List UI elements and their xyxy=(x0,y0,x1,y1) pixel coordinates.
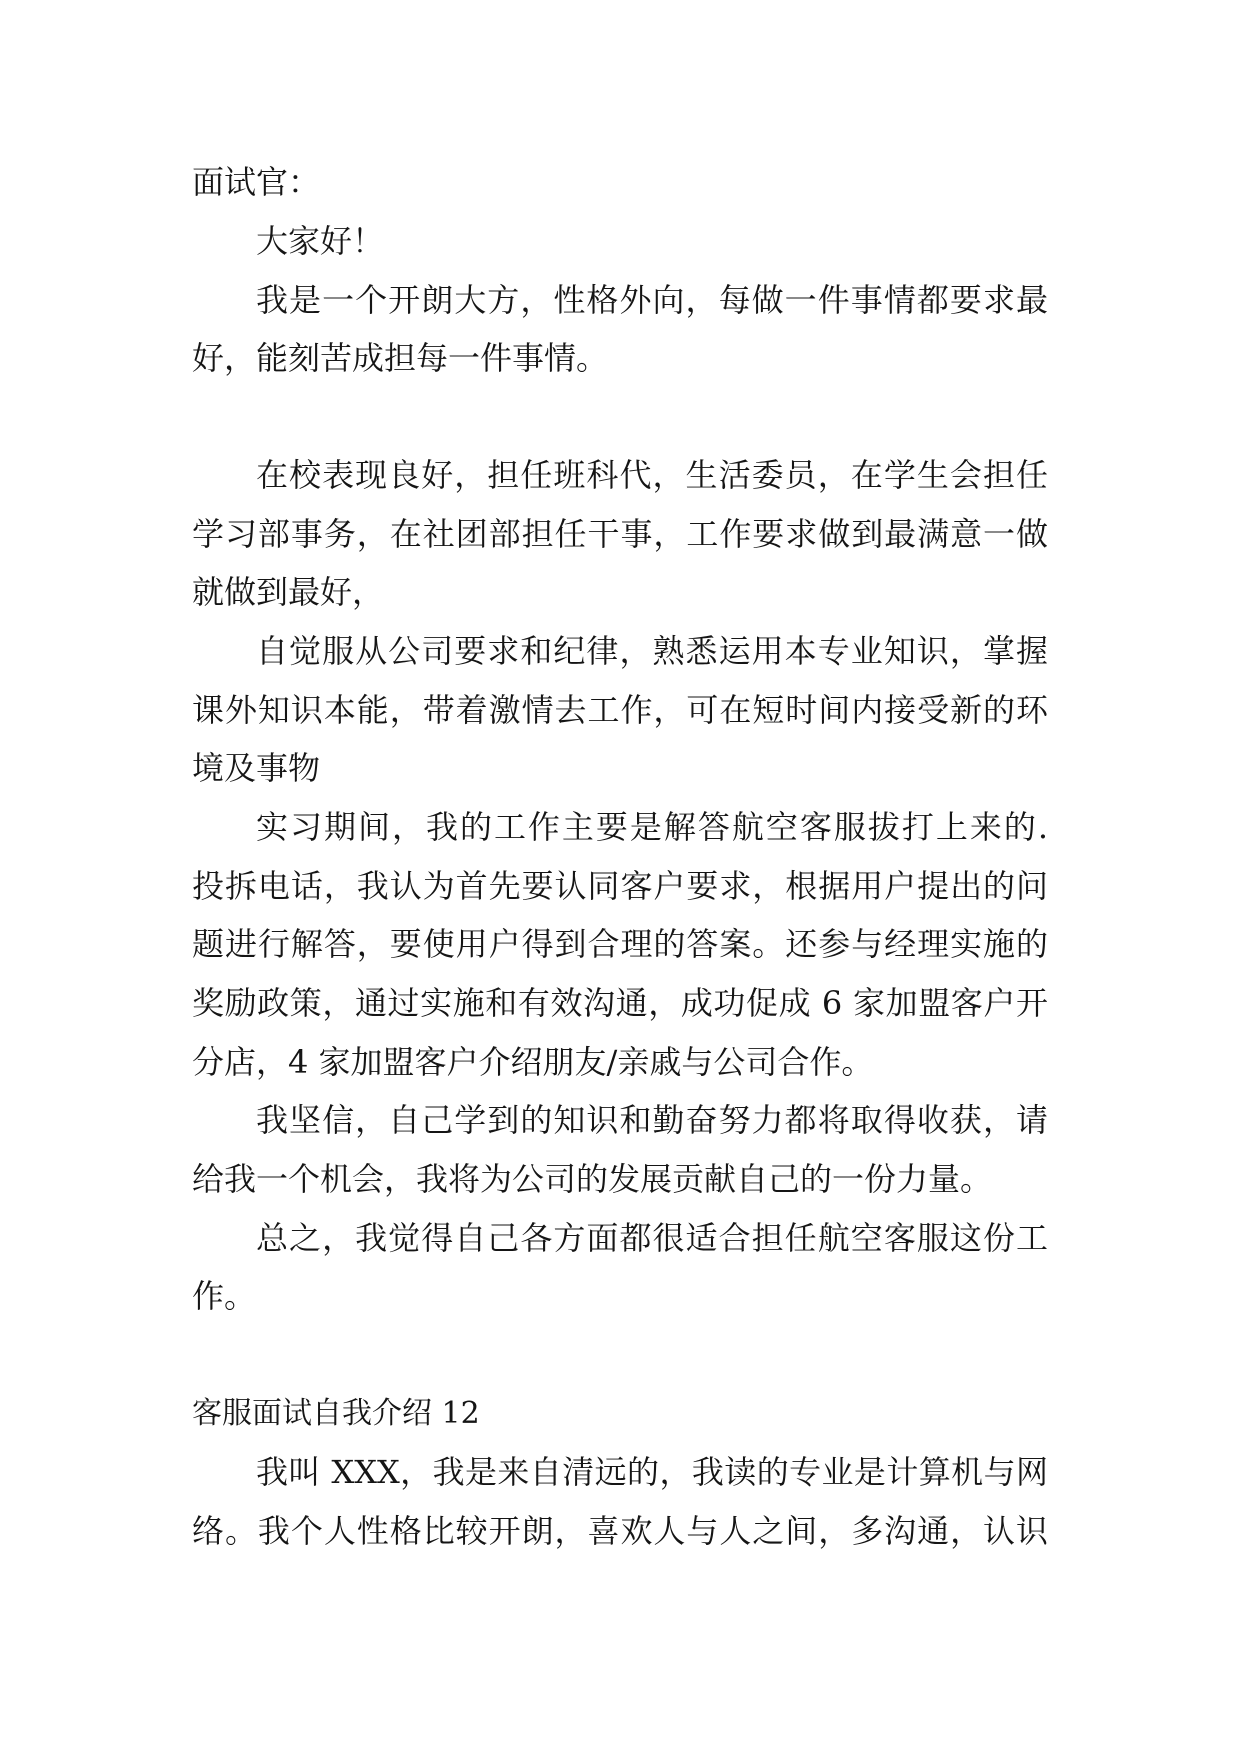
paragraph-line: 课外知识本能，带着激情去工作，可在短时间内接受新的环 xyxy=(192,691,1048,729)
paragraph-line: 我叫 XXX，我是来自清远的，我读的专业是计算机与网 xyxy=(256,1453,1048,1491)
paragraph-line: 投拆电话，我认为首先要认同客户要求，根据用户提出的问 xyxy=(192,867,1048,905)
paragraph-line: 我坚信，自己学到的知识和勤奋努力都将取得收获，请 xyxy=(256,1101,1048,1139)
paragraph-line: 分店，4 家加盟客户介绍朋友/亲戚与公司合作。 xyxy=(192,1043,874,1081)
paragraph-line: 总之，我觉得自己各方面都很适合担任航空客服这份工 xyxy=(256,1219,1048,1257)
paragraph-line: 在校表现良好，担任班科代，生活委员，在学生会担任 xyxy=(256,456,1048,494)
salutation: 面试官： xyxy=(192,163,321,201)
paragraph-line: 境及事物 xyxy=(192,749,321,787)
paragraph-line: 奖励政策，通过实施和有效沟通，成功促成 6 家加盟客户开 xyxy=(192,984,1048,1022)
paragraph-line: 自觉服从公司要求和纪律，熟悉运用本专业知识，掌握 xyxy=(256,632,1048,670)
paragraph-line: 我是一个开朗大方，性格外向，每做一件事情都要求最 xyxy=(256,281,1048,319)
paragraph-line: 题进行解答，要使用户得到合理的答案。还参与经理实施的 xyxy=(192,925,1048,963)
paragraph-line: 络。我个人性格比较开朗，喜欢人与人之间，多沟通，认识 xyxy=(192,1512,1048,1550)
paragraph-line: 实习期间，我的工作主要是解答航空客服拔打上来的. xyxy=(256,808,1048,846)
paragraph-line: 学习部事务，在社团部担任干事，工作要求做到最满意一做 xyxy=(192,515,1048,553)
paragraph-line: 就做到最好， xyxy=(192,573,385,611)
paragraph-line: 好，能刻苦成担每一件事情。 xyxy=(192,339,609,377)
paragraph-line: 给我一个机会，我将为公司的发展贡献自己的一份力量。 xyxy=(192,1160,993,1198)
section-heading: 客服面试自我介绍 12 xyxy=(192,1396,480,1431)
greeting: 大家好！ xyxy=(256,222,385,260)
paragraph-line: 作。 xyxy=(192,1277,257,1315)
